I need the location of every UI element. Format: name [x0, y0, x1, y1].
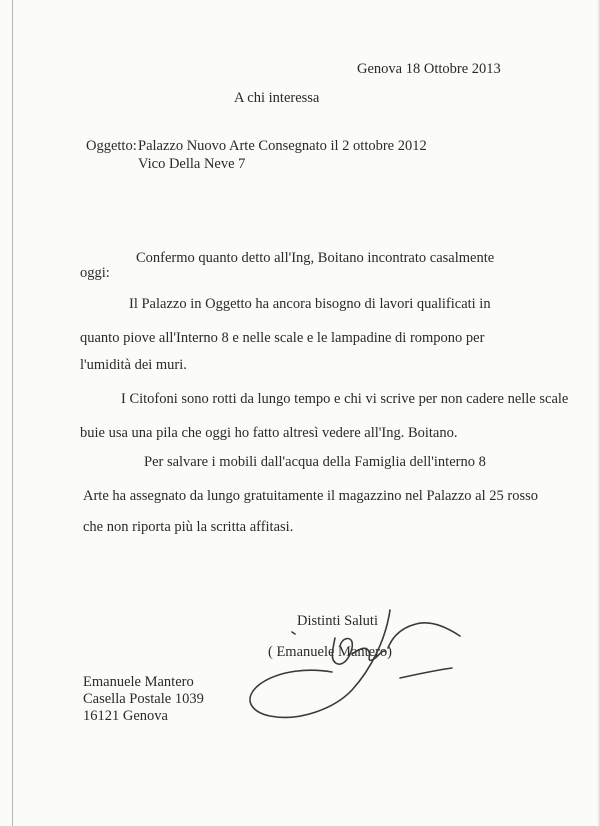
signature-stroke [400, 668, 452, 678]
sender-city: 16121 Genova [83, 708, 168, 724]
signer-parenthetical: ( Emanuele Mantero) [268, 644, 393, 660]
body-line: buie usa una pila che oggi ho fatto altresì vedere all'Ing. Boitano. [80, 425, 458, 441]
body-line: quanto piove all'Interno 8 e nelle scale e le lampadine di rompono per [80, 330, 485, 346]
closing: Distinti Saluti [297, 613, 378, 629]
sender-address: Casella Postale 1039 [83, 691, 204, 707]
body-line: Il Palazzo in Oggetto ha ancora bisogno di lavori qualificati in [129, 296, 491, 312]
sender-name: Emanuele Mantero [83, 674, 194, 690]
signature-stroke [292, 632, 295, 634]
body-line: Arte ha assegnato da lungo gratuitamente il magazzino nel Palazzo al 25 rosso [83, 488, 538, 504]
signature-stroke [352, 648, 386, 660]
body-line: Per salvare i mobili dall'acqua della Famiglia dell'interno 8 [144, 454, 486, 470]
salutation: A chi interessa [234, 90, 320, 106]
body-line: che non riporta più la scritta affitasi. [83, 519, 294, 535]
body-line: Confermo quanto detto all'Ing, Boitano incontrato casalmente [136, 250, 495, 266]
body-line: I Citofoni sono rotti da lungo tempo e chi vi scrive per non cadere nelle scale [121, 391, 569, 407]
subject-line-1: Palazzo Nuovo Arte Consegnato il 2 ottobre 2012 [138, 138, 427, 154]
scan-edge-line [12, 0, 13, 826]
handwritten-signature [240, 598, 480, 728]
signature-stroke [332, 638, 352, 664]
body-line: oggi: [80, 265, 110, 281]
place-date: Genova 18 Ottobre 2013 [357, 61, 501, 77]
body-line: l'umidità dei muri. [80, 357, 187, 373]
signature-stroke [388, 623, 460, 648]
signature-stroke [250, 610, 393, 717]
subject-label: Oggetto: [86, 138, 137, 154]
subject-line-2: Vico Della Neve 7 [138, 156, 246, 172]
